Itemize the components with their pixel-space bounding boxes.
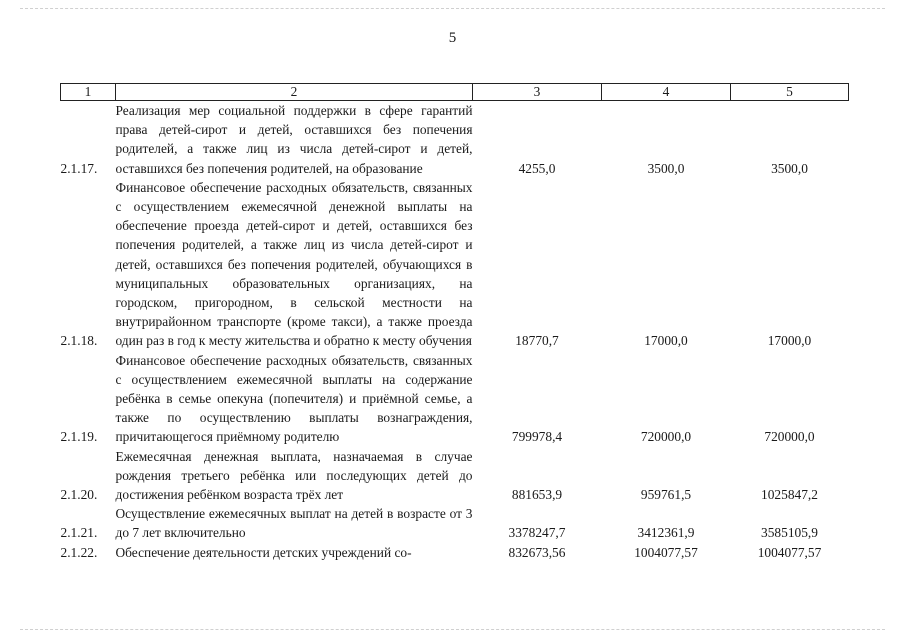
value-col4: 720000,0 [640,429,692,445]
column-header-5: 5 [731,84,849,101]
item-description: Реализация мер социальной поддержки в сфере гарантий права детей-сирот и детей, оставшихся без попечения родителей, а также лиц из числа детей-сирот и детей, оставшихся без попечения родителей, на образование [115,103,473,176]
item-code: 2.1.21. [60,525,98,541]
table-row [61,351,849,447]
page-number: 5 [448,30,457,46]
table-row [61,504,849,542]
value-col4: 959761,5 [640,487,692,503]
item-code: 2.1.17. [60,160,98,176]
value-col3: 799978,4 [511,429,563,445]
value-col3: 4255,0 [518,160,556,176]
column-header-1: 1 [61,84,116,101]
column-header-3: 3 [473,84,602,101]
value-col3: 3378247,7 [508,525,566,541]
value-col5: 17000,0 [767,333,812,349]
value-col3: 18770,7 [515,333,559,349]
item-description: Финансовое обеспечение расходных обязательств, связанных с осуществлением ежемесячной денежной выплаты на обеспечение проезда детей-сирот и детей, оставшихся без попечения родителей, а также лиц из числа детей-сирот и детей, оставшихся без попечения родителей, обучающихся в муниципальных образовательных организациях, на городском, пригородном, в сельской местности на внутрирайонном транспорте (кроме такси), а также проезда один раз в год к месту жительства и обратно к месту обучения [115,179,473,349]
table-row [61,178,849,351]
item-description: Финансовое обеспечение расходных обязательств, связанных с осуществлением ежемесячной выплаты на содержание ребёнка в семье опекуна (попечителя) и приёмной семье, а также по осуществлению выплаты вознаграждения, причитающегося приёмному родителю [115,352,473,445]
value-col4: 1004077,57 [634,544,698,560]
value-col4: 3500,0 [647,160,685,176]
column-header-4: 4 [602,84,731,101]
table-row [61,101,849,178]
item-code: 2.1.18. [60,333,98,349]
column-header-2: 2 [116,84,473,101]
value-col4: 17000,0 [644,333,688,349]
value-col5: 720000,0 [764,429,815,445]
item-description: Обеспечение деятельности детских учреждений со- [115,544,412,560]
item-code: 2.1.20. [60,487,98,503]
scan-artifact-bottom [20,629,885,631]
budget-table [60,83,849,562]
value-col3: 832673,56 [508,544,566,560]
item-code: 2.1.22. [60,544,98,560]
value-col5: 3585105,9 [761,525,818,541]
value-col4: 3412361,9 [637,525,695,541]
scan-artifact-top [20,8,885,10]
value-col3: 881653,9 [511,487,563,503]
value-col5: 1004077,57 [757,544,822,560]
value-col5: 3500,0 [771,160,808,176]
table-row [61,543,849,562]
item-description: Осуществление ежемесячных выплат на детей в возрасте от 3 до 7 лет включительно [115,506,473,541]
item-code: 2.1.19. [60,429,98,445]
table-header-row [61,84,849,101]
item-description: Ежемесячная денежная выплата, назначаемая в случае рождения третьего ребёнка или последующих детей до достижения ребёнком возраста трёх лет [115,448,473,503]
value-col5: 1025847,2 [761,487,818,503]
table-row [61,447,849,505]
